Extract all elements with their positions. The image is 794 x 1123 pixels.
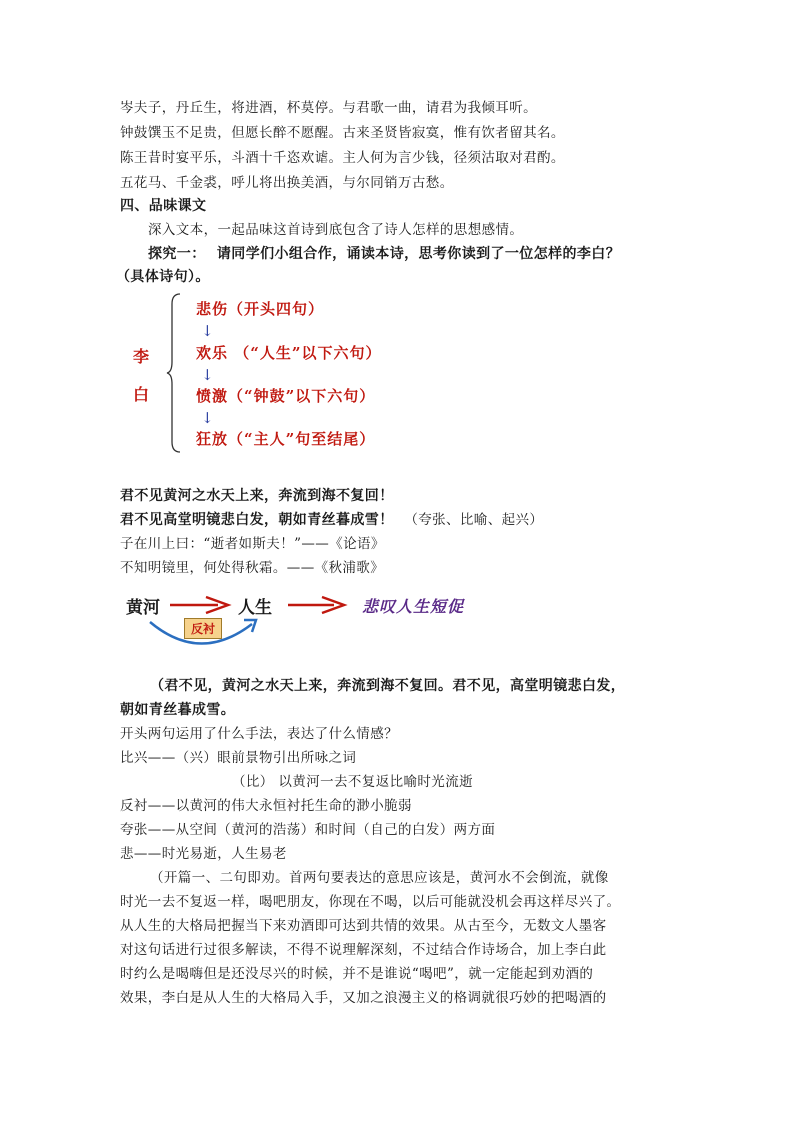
- diagram-life: 人生: [238, 598, 272, 618]
- analysis-point-2: 反衬——以黄河的伟大永恒衬托生命的渺小脆弱: [120, 798, 412, 814]
- analysis-quote-2: 朝如青丝暮成雪。: [120, 702, 236, 718]
- bai-char: 白: [133, 385, 150, 404]
- paragraph-line-2: 时光一去不复返一样，喝吧朋友，你现在不喝，以后可能就没机会再这样尽兴了。: [120, 894, 621, 910]
- quote-2-line: [120, 510, 543, 530]
- poem-line-4: 五花马、千金裘，呼儿将出换美酒，与尔同销万古愁。: [120, 175, 454, 191]
- brace-icon: [166, 292, 182, 454]
- section-intro: 深入文本，一起品味这首诗到底包含了诗人怎样的思想感情。: [148, 222, 524, 238]
- quote-4: 不知明镜里，何处得秋霜。——《秋浦歌》: [120, 560, 385, 576]
- stage-anger: 愤激（“钟鼓”以下六句）: [196, 387, 376, 405]
- analysis-point-3: 夸张——从空间（黄河的浩荡）和时间（自己的白发）两方面: [120, 822, 496, 838]
- quote-1: 君不见黄河之水天上来，奔流到海不复回！: [120, 488, 394, 504]
- stage-wild: 狂放（“主人”句至结尾）: [196, 430, 376, 448]
- red-arrow-icon: [286, 594, 350, 616]
- analysis-point-4: 悲——时光易逝，人生易老: [120, 846, 287, 862]
- analysis-question: 开头两句运用了什么手法，表达了什么情感？: [120, 726, 398, 742]
- section-heading: 四、品味课文: [120, 198, 207, 214]
- red-arrow-icon: [168, 594, 236, 616]
- diagram-yellow-river: 黄河: [126, 598, 160, 618]
- paragraph-line-4: 对这句话进行过很多解读，不得不说理解深刻，不过结合作诗场合，加上李白此: [120, 942, 607, 958]
- paragraph-line-3: 从人生的大格局把握当下来劝酒即可达到共情的效果。从古至今，无数文人墨客: [120, 918, 607, 934]
- quote-2: 君不见高堂明镜悲白发，朝如青丝暮成雪！: [120, 512, 394, 528]
- diagram-result: 悲叹人生短促: [362, 597, 465, 616]
- quote-2-note: （夸张、比喻、起兴）: [404, 512, 544, 528]
- paragraph-line-5: 时约么是喝嗨但是还没尽兴的时候，并不是谁说“喝吧”，就一定能起到劝酒的: [120, 966, 594, 982]
- stage-joy: 欢乐 （“人生”以下六句）: [196, 344, 382, 362]
- li-char: 李: [133, 347, 150, 366]
- inquiry-text: 请同学们小组合作，诵读本诗，思考你读到了一位怎样的李白？: [216, 246, 621, 262]
- quote-3: 子在川上曰：“逝者如斯夫！”——《论语》: [120, 536, 385, 552]
- stage-sad: 悲伤（开头四句）: [196, 300, 325, 318]
- inquiry-note: （具体诗句）。: [116, 269, 210, 285]
- paragraph-line-6: 效果，李白是从人生的大格局入手，又加之浪漫主义的格调就很巧妙的把喝酒的: [120, 990, 607, 1006]
- poem-line-3: 陈王昔时宴平乐，斗酒十千恣欢谑。主人何为言少钱，径须沽取对君酌。: [120, 150, 565, 166]
- down-arrow-icon: ↓: [201, 366, 214, 384]
- poem-line-2: 钟鼓馔玉不足贵，但愿长醉不愿醒。古来圣贤皆寂寞，惟有饮者留其名。: [120, 125, 565, 141]
- down-arrow-icon: ↓: [201, 322, 214, 340]
- paragraph-line-1: （开篇一、二句即劝。首两句要表达的意思应该是，黄河水不会倒流，就像: [150, 870, 609, 886]
- contrast-badge: 反衬: [184, 618, 222, 639]
- down-arrow-icon: ↓: [201, 409, 214, 427]
- analysis-point-1: 比兴——（兴）眼前景物引出所咏之词: [120, 750, 357, 766]
- poem-line-1: 岑夫子，丹丘生，将进酒，杯莫停。与君歌一曲，请君为我倾耳听。: [120, 100, 537, 116]
- inquiry-label: 探究一：: [148, 246, 206, 262]
- analysis-point-1b: （比） 以黄河一去不复返比喻时光流逝: [232, 774, 473, 790]
- analysis-quote-1: （君不见，黄河之水天上来，奔流到海不复回。君不见，高堂明镜悲白发，: [150, 678, 626, 694]
- inquiry-line: [148, 244, 620, 264]
